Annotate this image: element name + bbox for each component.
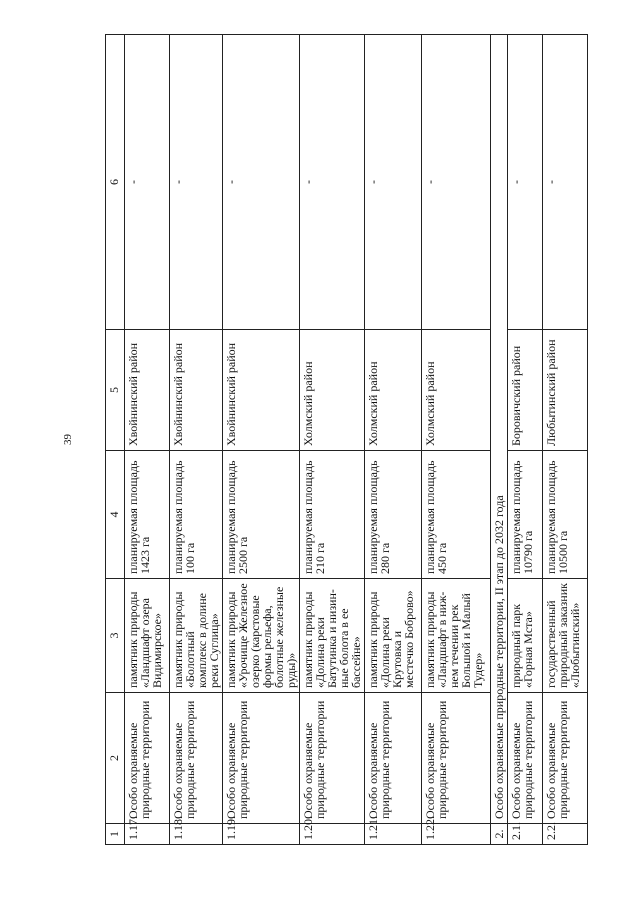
row-note: - (125, 35, 170, 330)
header-cell: 2 (106, 693, 125, 824)
row-type: Особо охраняемые природные территории (422, 693, 491, 824)
row-note: - (223, 35, 300, 330)
row-number: 1.18. (170, 824, 223, 845)
section-number: 2. (491, 824, 508, 845)
row-area: планируемая площадь 10790 га (508, 451, 543, 579)
row-name: памятник природы «Ландшафт в ниж-нем течении рек Большой и Малый Тудер» (422, 579, 491, 693)
row-name: государственный природный заказник «Любытинский» (543, 579, 588, 693)
table-row (543, 35, 588, 845)
row-name: памятник природы «Болотный комплекс в долине реки Суглица» (170, 579, 223, 693)
row-note: - (170, 35, 223, 330)
row-district: Боровичский район (508, 330, 543, 451)
row-name: памятник природы «Ландшафт озера Видимирское» (125, 579, 170, 693)
header-cell: 1 (106, 824, 125, 845)
row-name: памятник природы «Долина реки Батутинка и низин-ные болота в ее бассейне» (300, 579, 365, 693)
row-type: Особо охраняемые природные территории (223, 693, 300, 824)
row-note: - (422, 35, 491, 330)
row-number: 1.20. (300, 824, 365, 845)
row-area: планируемая площадь 1423 га (125, 451, 170, 579)
row-name: памятник природы «Долина реки Крутовка и местечко Боброво» (365, 579, 422, 693)
table-row (365, 35, 422, 845)
row-type: Особо охраняемые природные территории (365, 693, 422, 824)
row-area: планируемая площадь 100 га (170, 451, 223, 579)
table-row (170, 35, 223, 845)
header-cell: 4 (106, 451, 125, 579)
row-district: Хвойнинский район (223, 330, 300, 451)
row-area: планируемая площадь 10500 га (543, 451, 588, 579)
row-note: - (543, 35, 588, 330)
row-type: Особо охраняемые природные территории (125, 693, 170, 824)
row-district: Хвойнинский район (125, 330, 170, 451)
row-district: Холмский район (365, 330, 422, 451)
section-row (491, 35, 508, 845)
row-area: планируемая площадь 2500 га (223, 451, 300, 579)
row-note: - (508, 35, 543, 330)
section-title: Особо охраняемые природные территории, II этап до 2032 года (491, 35, 508, 824)
row-district: Любытинский район (543, 330, 588, 451)
page-number: 39 (62, 434, 74, 445)
table-header-row (106, 35, 125, 845)
row-number: 1.17. (125, 824, 170, 845)
row-district: Хвойнинский район (170, 330, 223, 451)
row-type: Особо охраняемые природные территории (170, 693, 223, 824)
row-area: планируемая площадь 280 га (365, 451, 422, 579)
table-row (300, 35, 365, 845)
row-name: природный парк «Горная Мста» (508, 579, 543, 693)
header-cell: 5 (106, 330, 125, 451)
row-area: планируемая площадь 210 га (300, 451, 365, 579)
header-cell: 3 (106, 579, 125, 693)
table-row (125, 35, 170, 845)
row-number: 2.1. (508, 824, 543, 845)
row-district: Холмский район (422, 330, 491, 451)
rotated-table-container (105, 35, 592, 845)
row-type: Особо охраняемые природные территории (508, 693, 543, 824)
header-cell: 6 (106, 35, 125, 330)
row-number: 1.22. (422, 824, 491, 845)
table-row (422, 35, 491, 845)
row-note: - (365, 35, 422, 330)
row-number: 1.21. (365, 824, 422, 845)
row-area: планируемая площадь 450 га (422, 451, 491, 579)
row-type: Особо охраняемые природные территории (543, 693, 588, 824)
table-row (223, 35, 300, 845)
row-note: - (300, 35, 365, 330)
territories-table (105, 34, 588, 845)
row-number: 2.2. (543, 824, 588, 845)
row-name: памятник природы «Урочище Железное озерко (карстовые формы рельефа, болотные железные руды)» (223, 579, 300, 693)
table-row (508, 35, 543, 845)
row-type: Особо охраняемые природные территории (300, 693, 365, 824)
row-district: Холмский район (300, 330, 365, 451)
row-number: 1.19. (223, 824, 300, 845)
